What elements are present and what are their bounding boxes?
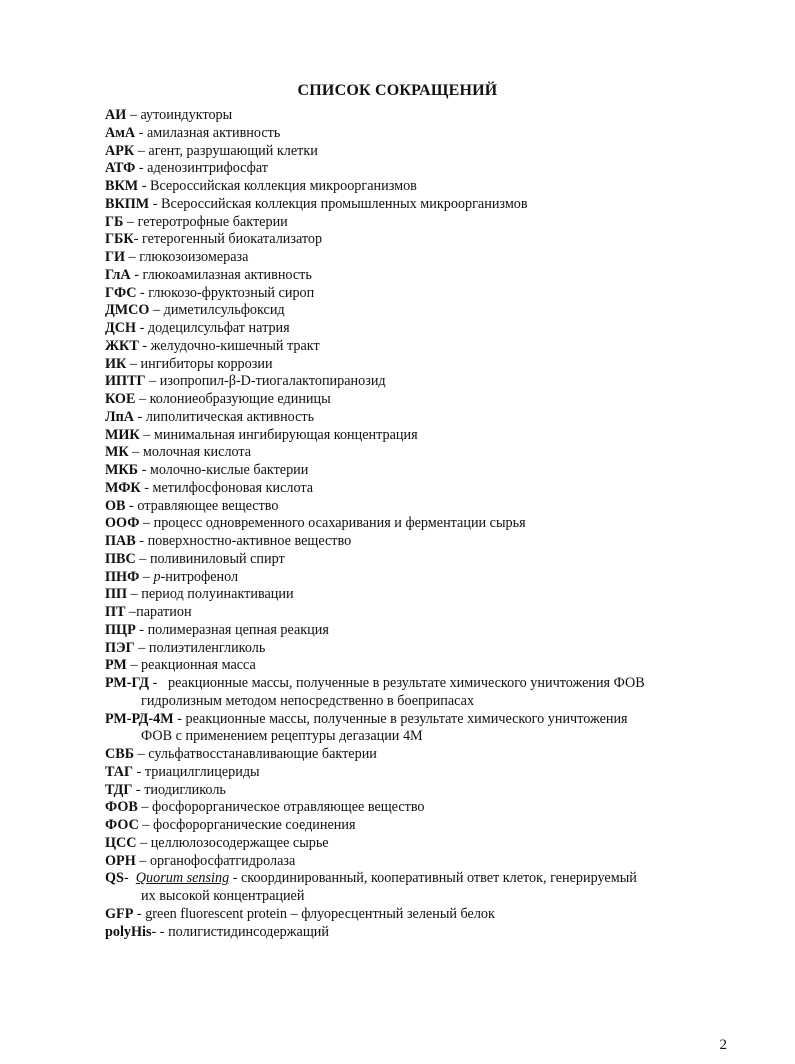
abbreviation-separator: - <box>134 408 146 425</box>
abbreviation-separator: - <box>149 675 168 691</box>
abbreviation-term: ЖКТ <box>105 337 139 354</box>
abbreviation-definition: ингибиторы коррозии <box>140 355 273 372</box>
abbreviation-term: ДСН <box>105 320 137 336</box>
abbreviation-separator: – <box>136 834 151 851</box>
abbreviation-separator: – <box>135 550 150 567</box>
abbreviation-term: РМ <box>105 657 127 674</box>
abbreviation-entry <box>105 249 765 267</box>
abbreviation-entry <box>105 338 765 356</box>
abbreviation-definition: аутоиндукторы <box>140 107 233 123</box>
abbreviation-term: ВКПМ <box>105 195 150 212</box>
abbreviation-term: ПП <box>105 586 128 603</box>
abbreviation-entry <box>105 782 765 800</box>
abbreviation-term: ТДГ <box>105 781 133 798</box>
abbreviation-entry <box>105 267 765 285</box>
abbreviation-separator: - <box>149 195 162 212</box>
abbreviation-separator: – <box>125 604 137 620</box>
abbreviation-entry <box>105 569 765 587</box>
abbreviation-separator: - <box>135 160 148 177</box>
abbreviation-definition: колониеобразующие единицы <box>149 391 331 407</box>
abbreviation-term: ПТ <box>105 604 126 620</box>
abbreviation-separator: – <box>128 444 143 461</box>
abbreviation-list <box>105 107 765 941</box>
abbreviation-entry <box>105 817 765 835</box>
abbreviation-term: АТФ <box>105 160 136 177</box>
abbreviation-separator: – <box>127 586 142 603</box>
abbreviation-separator: - <box>136 284 149 301</box>
abbreviation-term: ФОВ <box>105 799 138 816</box>
abbreviation-entry <box>105 320 765 338</box>
abbreviation-definition: диметилсульфоксид <box>163 302 285 319</box>
abbreviation-entry <box>105 906 765 924</box>
abbreviation-term: ИПТГ <box>105 373 146 390</box>
abbreviation-entry <box>105 675 765 711</box>
abbreviation-definition: молочная кислота <box>142 444 252 461</box>
abbreviation-entry <box>105 107 765 125</box>
abbreviation-definition: аденозинтрифосфат <box>147 160 268 177</box>
abbreviation-separator: – <box>134 639 149 656</box>
abbreviation-term: ПВС <box>105 550 136 567</box>
abbreviation-separator: – <box>123 213 138 230</box>
abbreviation-definition: - скоординированный, кооперативный ответ клеток, генерируемый <box>229 870 637 887</box>
abbreviation-definition: триацилглицериды <box>144 763 260 780</box>
abbreviation-definition: минимальная ингибирующая концентрация <box>153 426 418 443</box>
abbreviation-term: СВБ <box>105 746 135 762</box>
abbreviation-term: ИК <box>105 355 127 372</box>
abbreviation-term: GFP <box>105 905 134 922</box>
abbreviation-separator: – <box>126 107 141 123</box>
abbreviation-separator: – <box>137 799 153 816</box>
abbreviation-term: ПЭГ <box>105 639 135 656</box>
abbreviation-term: polyHis <box>105 923 152 940</box>
abbreviation-separator: – <box>145 373 160 390</box>
abbreviation-entry <box>105 746 765 764</box>
abbreviation-separator: – <box>134 142 149 159</box>
abbreviation-definition: органофосфатгидролаза <box>149 852 296 869</box>
abbreviation-entry <box>105 409 765 427</box>
abbreviation-separator: – <box>139 426 154 443</box>
abbreviation-entry <box>105 533 765 551</box>
abbreviation-italic-part: p <box>153 568 161 585</box>
abbreviation-entry <box>105 178 765 196</box>
abbreviation-separator: – <box>125 249 140 265</box>
abbreviation-term: ПАВ <box>105 533 136 549</box>
abbreviation-separator: - <box>138 337 151 354</box>
abbreviation-term: ГлА <box>105 266 131 283</box>
abbreviation-definition: желудочно-кишечный тракт <box>150 337 320 354</box>
abbreviation-separator: – <box>126 657 141 674</box>
abbreviation-entry <box>105 427 765 445</box>
abbreviation-separator: - <box>133 905 146 922</box>
abbreviation-separator: – <box>139 568 154 585</box>
abbreviation-definition: фосфорорганическое отравляющее вещество <box>152 799 425 816</box>
abbreviation-term: ПНФ <box>105 568 140 585</box>
abbreviation-entry <box>105 622 765 640</box>
abbreviation-term: ГБ <box>105 213 124 230</box>
abbreviation-entry <box>105 657 765 675</box>
abbreviation-entry <box>105 143 765 161</box>
page-number: 2 <box>719 1037 727 1053</box>
abbreviation-entry <box>105 444 765 462</box>
abbreviation-definition: поливиниловый спирт <box>149 550 285 567</box>
abbreviation-definition: -нитрофенол <box>160 568 239 585</box>
abbreviation-definition: Всероссийская коллекция промышленных микроорганизмов <box>161 195 528 212</box>
abbreviation-separator: – <box>139 515 154 532</box>
abbreviation-definition: отравляющее вещество <box>137 497 279 514</box>
abbreviation-definition: реакционные массы, полученные в результате химического уничтожения <box>185 710 628 727</box>
abbreviation-entry <box>105 214 765 232</box>
abbreviation-definition: полигистидинсодержащий <box>168 923 329 940</box>
abbreviation-definition: поверхностно-активное вещество <box>147 533 352 549</box>
abbreviation-term-italic: Quorum sensing <box>135 870 230 887</box>
abbreviation-definition: процесс одновременного осахаривания и ферментации сырья <box>153 515 526 532</box>
abbreviation-term: ОВ <box>105 497 126 514</box>
abbreviation-separator: - <box>138 462 150 478</box>
abbreviation-definition: изопропил-β-D-тиогалактопиранозид <box>159 373 386 390</box>
abbreviation-definition: Всероссийская коллекция микроорганизмов <box>149 178 417 194</box>
abbreviation-separator: - <box>133 231 142 248</box>
abbreviation-entry <box>105 551 765 569</box>
abbreviation-separator: - <box>135 533 148 549</box>
abbreviation-definition: липолитическая активность <box>145 408 315 425</box>
abbreviation-definition: полиэтиленгликоль <box>148 639 266 656</box>
abbreviation-definition: green fluorescent protein – флуоресцентный зеленый белок <box>145 905 495 922</box>
abbreviation-entry <box>105 586 765 604</box>
abbreviation-term: ФОС <box>105 817 139 833</box>
abbreviation-definition: реакционные массы, полученные в результате химического уничтожения ФОВ <box>167 675 645 691</box>
abbreviation-term: OPH <box>105 852 136 869</box>
abbreviation-entry <box>105 640 765 658</box>
abbreviation-term: ГИ <box>105 249 126 265</box>
abbreviation-term: QS <box>105 870 124 887</box>
abbreviation-separator: – <box>135 852 150 869</box>
abbreviation-definition: гетеротрофные бактерии <box>137 213 288 230</box>
abbreviation-entry <box>105 515 765 533</box>
abbreviation-term: ЛпА <box>105 408 134 425</box>
abbreviation-term: ПЦР <box>105 621 136 638</box>
abbreviation-separator: - <box>135 621 148 638</box>
abbreviation-term: ДМСО <box>105 302 150 319</box>
abbreviation-entry <box>105 835 765 853</box>
abbreviation-entry <box>105 799 765 817</box>
abbreviation-entry <box>105 285 765 303</box>
abbreviation-separator: - - <box>151 923 169 940</box>
abbreviation-entry <box>105 160 765 178</box>
abbreviation-definition: паратион <box>136 604 192 620</box>
abbreviation-definition: додецилсульфат натрия <box>147 320 290 336</box>
abbreviation-separator: – <box>126 355 141 372</box>
abbreviation-definition: период полуинактивации <box>141 586 294 603</box>
abbreviation-definition: метилфосфоновая кислота <box>152 479 314 496</box>
abbreviation-definition: реакционная масса <box>140 657 256 674</box>
abbreviation-definition: амилазная активность <box>146 124 281 141</box>
abbreviation-separator: - <box>138 178 150 194</box>
abbreviation-separator: - <box>130 266 143 283</box>
abbreviation-definition-continuation: ФОВ с применением рецептуры дегазации 4М <box>141 728 423 745</box>
abbreviation-definition-continuation: их высокой концентрацией <box>141 888 305 904</box>
abbreviation-term: ООФ <box>105 515 140 532</box>
abbreviation-separator: - <box>135 124 147 141</box>
abbreviation-term: МФК <box>105 479 141 496</box>
abbreviation-entry <box>105 462 765 480</box>
abbreviation-definition: тиодигликоль <box>144 781 226 798</box>
abbreviation-entry <box>105 196 765 214</box>
abbreviation-entry <box>105 302 765 320</box>
abbreviation-separator: – <box>138 817 154 833</box>
abbreviation-definition: агент, разрушающий клетки <box>148 142 318 159</box>
page-title: СПИСОК СОКРАЩЕНИЙ <box>297 82 498 99</box>
abbreviation-term: АмА <box>105 124 136 141</box>
abbreviation-definition: полимеразная цепная реакция <box>147 621 329 638</box>
abbreviation-entry <box>105 391 765 409</box>
abbreviation-separator: - <box>140 479 153 496</box>
abbreviation-definition: сульфатвосстанавливающие бактерии <box>148 746 377 762</box>
abbreviation-term: МК <box>105 444 129 461</box>
abbreviation-term: АИ <box>105 107 127 123</box>
abbreviation-term: МКБ <box>105 462 139 478</box>
abbreviation-definition: гетерогенный биокатализатор <box>141 231 323 248</box>
abbreviation-separator: – <box>135 391 150 407</box>
abbreviation-separator: - <box>125 497 138 514</box>
abbreviation-term: АРК <box>105 142 135 159</box>
abbreviation-entry <box>105 498 765 516</box>
abbreviation-separator: - <box>132 781 145 798</box>
abbreviation-term: КОЕ <box>105 391 136 407</box>
abbreviation-separator: – <box>134 746 149 762</box>
abbreviation-entry <box>105 373 765 391</box>
abbreviation-separator: – <box>149 302 164 319</box>
abbreviation-entry <box>105 853 765 871</box>
abbreviation-definition: глюкозо-фруктозный сироп <box>148 284 315 301</box>
abbreviation-term: РМ-РД-4М <box>105 710 174 727</box>
abbreviation-definition: фосфорорганические соединения <box>153 817 356 833</box>
abbreviation-term: ТАГ <box>105 763 134 780</box>
abbreviation-entry <box>105 604 765 622</box>
abbreviation-term: ГБК <box>105 231 134 248</box>
abbreviation-separator: - <box>123 870 136 887</box>
abbreviation-entry <box>105 711 765 747</box>
abbreviation-term: МИК <box>105 426 140 443</box>
abbreviation-definition: целлюлозосодержащее сырье <box>150 834 329 851</box>
abbreviation-term: ЦСС <box>105 834 137 851</box>
abbreviation-separator: - <box>173 710 186 727</box>
abbreviation-entry <box>105 125 765 143</box>
abbreviation-definition-continuation: гидролизным методом непосредственно в боеприпасах <box>141 692 475 709</box>
abbreviation-term: РМ-ГД <box>105 675 150 691</box>
abbreviation-entry <box>105 870 765 906</box>
abbreviation-definition: глюкозоизомераза <box>139 249 249 265</box>
abbreviation-definition: молочно-кислые бактерии <box>149 462 309 478</box>
abbreviation-entry <box>105 924 765 942</box>
abbreviation-definition: глюкоамилазная активность <box>142 266 312 283</box>
abbreviation-term: ВКМ <box>105 178 139 194</box>
abbreviation-entry <box>105 231 765 249</box>
abbreviation-term: ГФС <box>105 284 137 301</box>
abbreviation-separator: - <box>133 763 145 780</box>
abbreviation-entry <box>105 356 765 374</box>
abbreviation-entry <box>105 764 765 782</box>
abbreviation-entry <box>105 480 765 498</box>
abbreviation-separator: - <box>136 320 148 336</box>
